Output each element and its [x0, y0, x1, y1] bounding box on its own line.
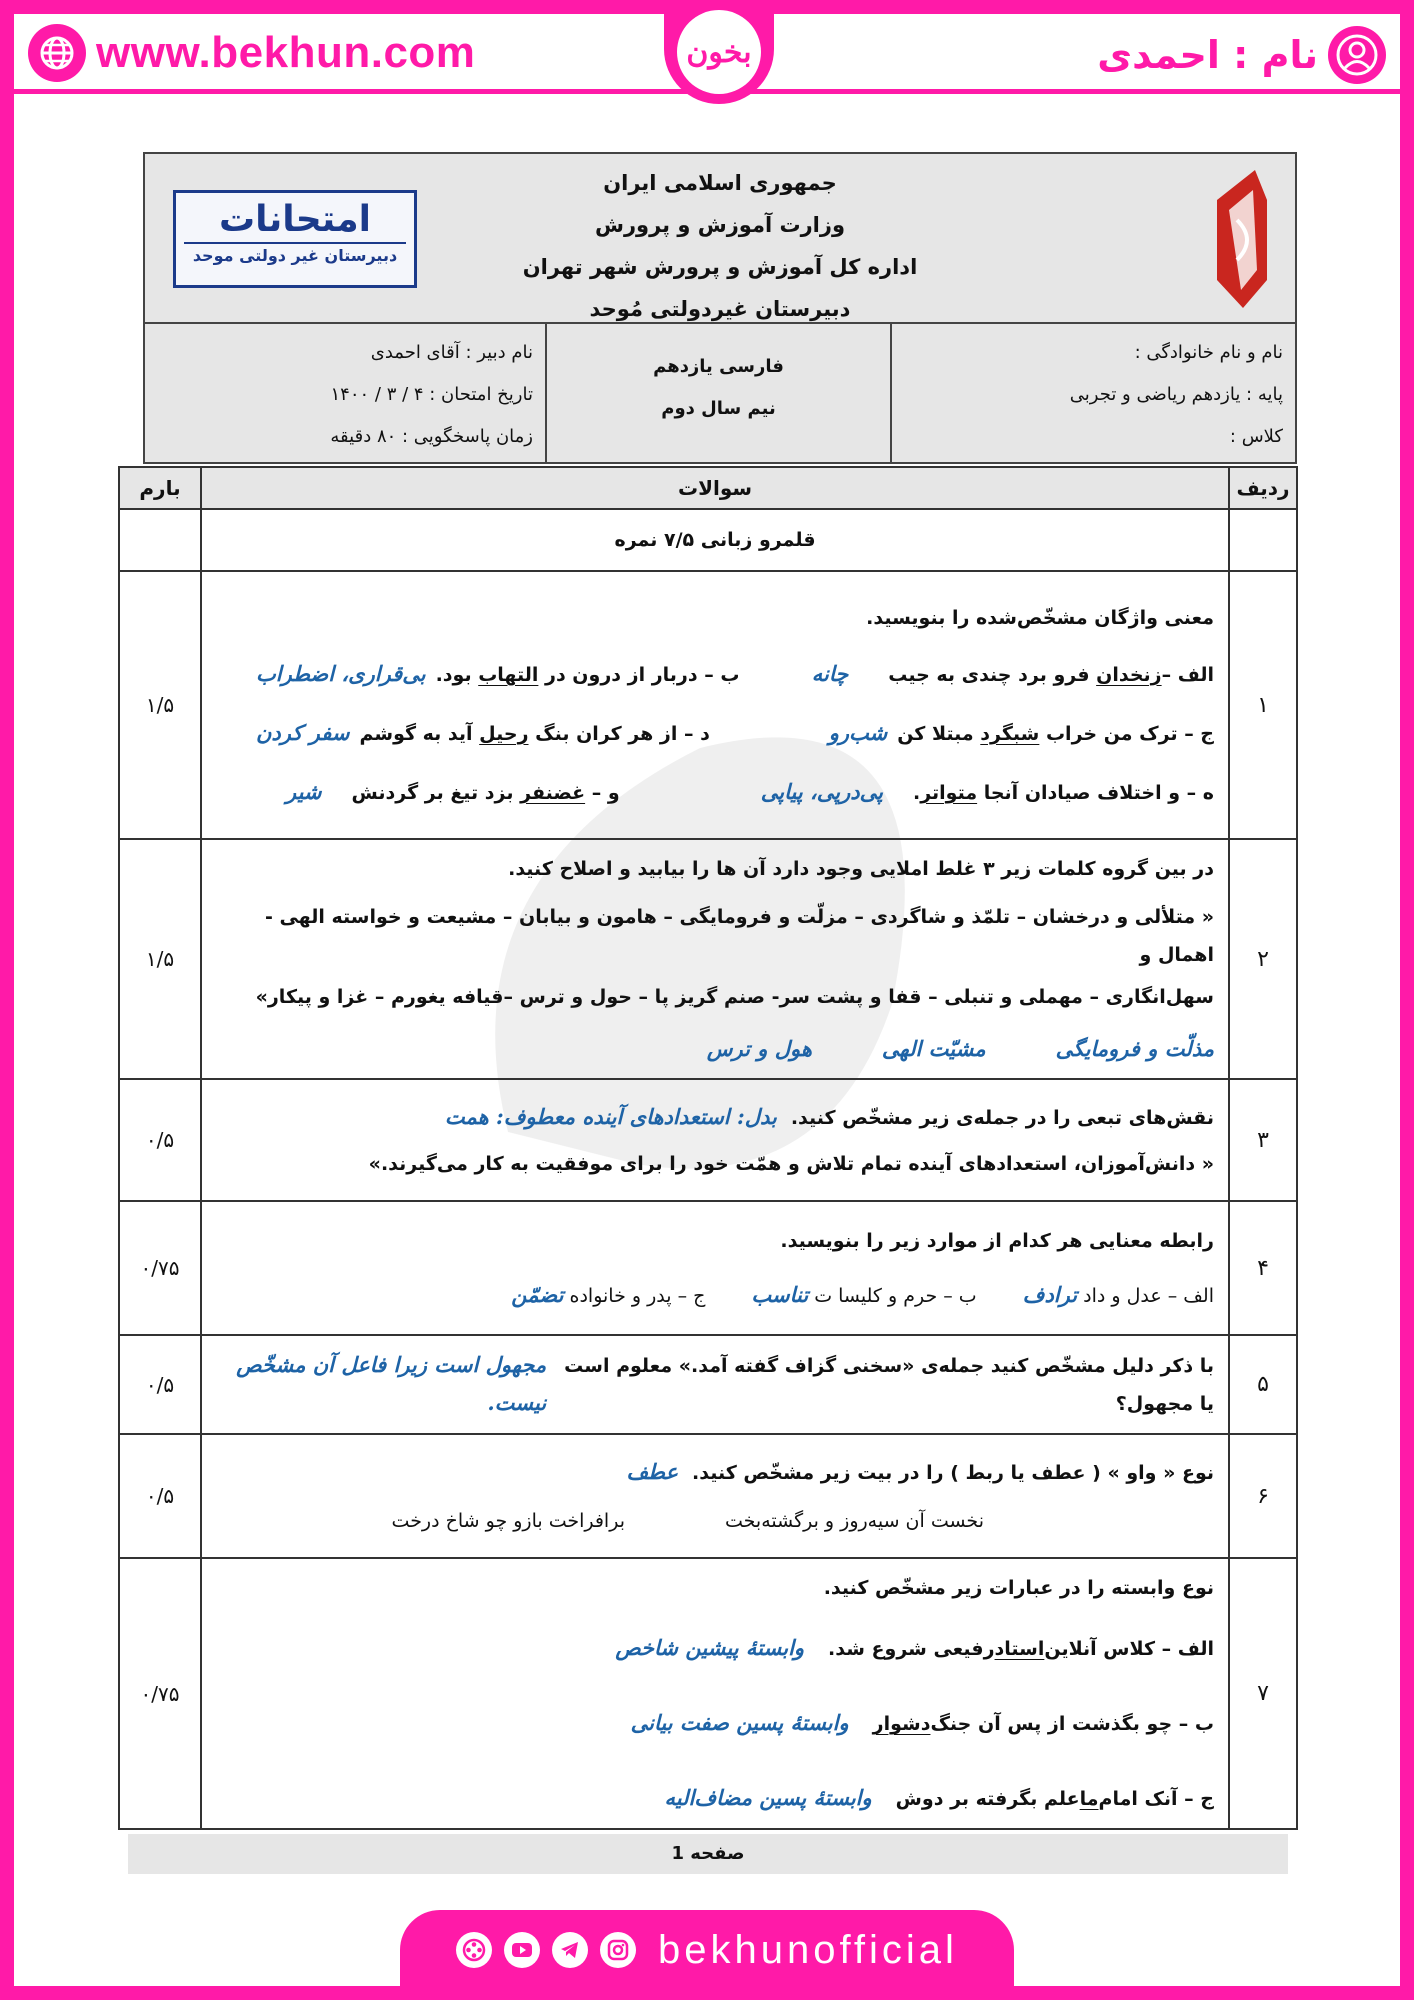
teacher-info: [145, 324, 545, 462]
handwritten-answer: مشیّت الهی: [881, 1036, 986, 1061]
question-number: ۲: [1229, 839, 1297, 1079]
question-number: ۷: [1229, 1558, 1297, 1829]
handwritten-answer: مجهول است زیرا فاعل آن مشخّص نیست.: [236, 1352, 547, 1415]
question-prompt: با ذکر دلیل مشخّص کنید جمله‌ی «سخنی گزاف گفته آمد.» معلوم است یا مجهول؟: [564, 1355, 1214, 1415]
website-link[interactable]: [28, 24, 475, 82]
handwritten-answer: سفر کردن: [256, 719, 350, 745]
question-score: ۰/۵: [119, 1335, 201, 1434]
telegram-icon[interactable]: [552, 1932, 588, 1968]
user-icon: [1328, 26, 1386, 84]
student-name: نام : احمدی: [1097, 33, 1318, 77]
header-line: جمهوری اسلامی ایران: [603, 171, 837, 195]
question-body: نوع وابسته را در عبارات زیر مشخّص کنید. الف – کلاس آنلاین استاد رفیعی شروع شد. وابستهٔ پیشین شاخص ب – چو بگذشت از پس آن جنگ دشوار وابستهٔ پسین صفت بیانی ج – آنک امام ما علم بگرفته بر دوش وابستهٔ پسین مضاف‌الیه: [201, 1558, 1229, 1829]
marked-word: متواتر: [920, 781, 978, 804]
marked-word: غضنفر: [520, 781, 586, 804]
question-number: ۶: [1229, 1434, 1297, 1558]
subject-title: فارسی یازدهم: [653, 356, 784, 377]
brand-logo: [664, 0, 774, 104]
header-info: [145, 324, 1295, 462]
question-row-4: [119, 1201, 1297, 1335]
marked-word: شبگرد: [980, 722, 1040, 745]
social-handle[interactable]: bekhunofficial: [658, 1927, 958, 1972]
handwritten-answer: پی‌درپی، پیاپی: [760, 778, 883, 804]
header-top: [145, 154, 1295, 324]
header-titles: [445, 162, 995, 330]
brand-logo-text: بخون: [677, 10, 761, 94]
student-info: [890, 324, 1295, 462]
handwritten-answer: شیر: [286, 778, 322, 804]
question-number: ۴: [1229, 1201, 1297, 1335]
table-header-row: [119, 467, 1297, 509]
student-name-label: نام و نام خانوادگی :: [1134, 342, 1283, 363]
social-footer: [400, 1910, 1014, 1990]
question-body: [201, 1434, 1229, 1558]
term-title: نیم سال دوم: [661, 398, 776, 419]
page-number: صفحه 1: [128, 1834, 1288, 1874]
marked-word: رحیل: [479, 722, 529, 745]
question-row-2: [119, 839, 1297, 1079]
handwritten-answer: وابستهٔ پیشین شاخص: [615, 1635, 805, 1660]
question-row-7: [119, 1558, 1297, 1829]
question-number: ۳: [1229, 1079, 1297, 1201]
question-score: ۰/۷۵: [119, 1201, 201, 1335]
marked-word: التهاب: [478, 663, 539, 686]
subject-info: [545, 324, 890, 462]
question-prompt: نوع وابسته را در عبارات زیر مشخّص کنید.: [823, 1577, 1214, 1599]
website-url[interactable]: www.bekhun.com: [96, 28, 476, 77]
marked-word: زنخدان: [1096, 663, 1162, 686]
question-body: [201, 1335, 1229, 1434]
handwritten-answer: شب‌رو: [828, 719, 888, 745]
handwritten-answer: تناسب: [751, 1281, 809, 1307]
question-prompt: در بین گروه کلمات زیر ۳ غلط املایی وجود دارد آن ها را بیابید و اصلاح کنید.: [508, 858, 1214, 880]
handwritten-answer: مذلّت و فرومایگی: [1055, 1036, 1214, 1061]
teacher-name: نام دبیر : آقای احمدی: [370, 342, 533, 363]
question-row-3: [119, 1079, 1297, 1201]
col-header-questions: سوالات: [201, 467, 1229, 509]
question-score: ۱/۵: [119, 839, 201, 1079]
hemistich: برافراخت بازو چو شاخ درخت: [391, 1509, 625, 1532]
handwritten-answer: بی‌قراری، اضطراب: [256, 660, 426, 686]
section-title: قلمرو زبانی ۷/۵ نمره: [201, 509, 1229, 571]
top-bar: [0, 0, 1414, 94]
exam-header: [143, 152, 1297, 464]
section-row: [119, 509, 1297, 571]
question-row-6: [119, 1434, 1297, 1558]
col-header-row-number: ردیف: [1229, 467, 1297, 509]
handwritten-answer: چانه: [811, 660, 849, 686]
words-line: سهل‌انگاری – مهملی و تنبلی – قفا و پشت سر- صنم گریز پا – حول و ترس –قیافه یغورم – غزا و پیکار»: [255, 986, 1214, 1008]
question-score: ۰/۷۵: [119, 1558, 201, 1829]
stamp-title: امتحانات: [219, 199, 371, 240]
youtube-icon[interactable]: [504, 1932, 540, 1968]
words-line: « متلألی و درخشان – تلمّذ و شاگردی – مزلّت و فرومایگی – هامون و بیابان – مشیعت و خواسته الهی - اهمال و: [264, 906, 1214, 966]
header-line: اداره کل آموزش و پرورش شهر تهران: [522, 255, 918, 279]
question-body: [201, 839, 1229, 1079]
exams-stamp: [173, 190, 417, 288]
marked-word: ما: [1079, 1788, 1099, 1810]
handwritten-answer: ترادف: [1022, 1281, 1078, 1307]
question-number: ۵: [1229, 1335, 1297, 1434]
globe-icon: [28, 24, 86, 82]
aparat-icon[interactable]: [456, 1932, 492, 1968]
question-body: معنی واژگان مشخّص‌شده را بنویسید. الف –زنخدان فرو برد چندی به جیبچانه ب – دربار از درون در التهاب بود.بی‌قراری، اضطراب ج – ترک من خراب شبگرد مبتلا کنشب‌رو د – از هر کران بنگ رحیل آید به گوشمسفر کردن ه – و اختلاف صیادان آنجا متواتر.پی‌درپی، پیاپی و – غضنفر بزد تیغ بر گردنششیر: [201, 571, 1229, 839]
handwritten-answer: تضمّن: [511, 1281, 564, 1307]
grade-label: پایه : یازدهم ریاضی و تجربی: [1069, 384, 1283, 405]
handwritten-answer: هول و ترس: [706, 1036, 812, 1061]
question-score: ۰/۵: [119, 1434, 201, 1558]
col-header-score: بارم: [119, 467, 201, 509]
marked-word: استاد: [994, 1638, 1045, 1660]
exam-duration: زمان پاسخگویی : ۸۰ دقیقه: [330, 426, 533, 447]
question-score: ۰/۵: [119, 1079, 201, 1201]
question-body: رابطه معنایی هر کدام از موارد زیر را بنویسید. الف – عدل و داد ترادف ب – حرم و کلیسا ت تناسب ج – پدر و خانواده تضمّن: [201, 1201, 1229, 1335]
questions-table: [118, 466, 1298, 1830]
handwritten-answer: بدل: استعدادهای آینده معطوف: همت: [444, 1103, 777, 1129]
question-prompt: رابطه معنایی هر کدام از موارد زیر را بنویسید.: [780, 1229, 1214, 1252]
exam-date: تاریخ امتحان : ۴ / ۳ / ۱۴۰۰: [330, 384, 533, 405]
handwritten-answer: عطف: [626, 1458, 679, 1484]
student-name-box: [1097, 26, 1386, 84]
header-line: وزارت آموزش و پرورش: [594, 213, 846, 237]
school-logo-icon: [1207, 160, 1277, 312]
header-line: دبیرستان غیردولتی مُوحد: [589, 297, 851, 321]
stamp-subtitle: دبیرستان غیر دولتی موحد: [184, 242, 406, 265]
question-row-1: [119, 571, 1297, 839]
question-row-5: [119, 1335, 1297, 1434]
class-label: کلاس :: [1229, 426, 1283, 447]
hemistich: نخست آن سیه‌روز و برگشته‌بخت: [725, 1509, 984, 1532]
question-number: ۱: [1229, 571, 1297, 839]
marked-word: دشوار: [872, 1713, 931, 1735]
handwritten-answer: وابستهٔ پسین مضاف‌الیه: [664, 1785, 872, 1810]
question-prompt: معنی واژگان مشخّص‌شده را بنویسید.: [866, 606, 1214, 629]
question-score: ۱/۵: [119, 571, 201, 839]
question-prompt: نوع « واو » ( عطف یا ربط ) را در بیت زیر مشخّص کنید.: [692, 1461, 1214, 1484]
question-body: [201, 1079, 1229, 1201]
instagram-icon[interactable]: [600, 1932, 636, 1968]
poem-verse: [216, 1502, 1214, 1540]
question-sentence: « دانش‌آموزان، استعدادهای آینده تمام تلاش و همّت خود را برای موفقیت به کار می‌گیرند.»: [368, 1152, 1214, 1175]
handwritten-answer: وابستهٔ پسین صفت بیانی: [630, 1710, 849, 1735]
question-prompt: نقش‌های تبعی را در جمله‌ی زیر مشخّص کنید.: [790, 1106, 1214, 1129]
